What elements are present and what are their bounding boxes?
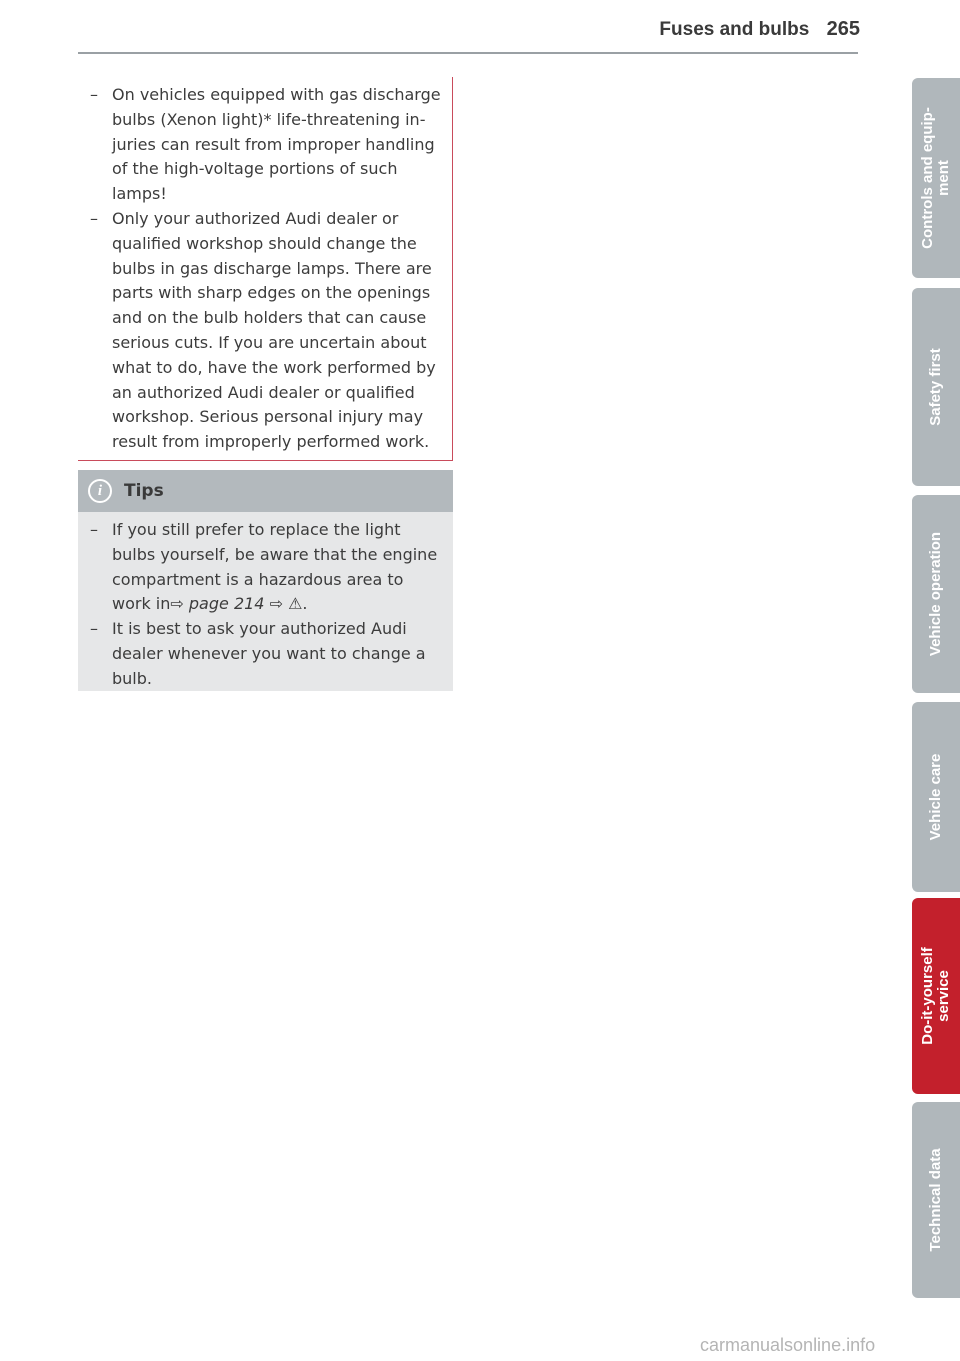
arrow-right-icon: ⇨ — [269, 594, 283, 614]
bullet-dash: – — [90, 619, 98, 639]
page-number: 265 — [826, 18, 860, 40]
bullet-dash: – — [90, 208, 98, 228]
section-title: Fuses and bulbs — [659, 19, 810, 40]
tips-title: Tips — [124, 481, 164, 501]
tips-list — [88, 518, 444, 692]
bullet-dash: – — [90, 85, 98, 104]
tips-item-text-end: . — [302, 594, 308, 614]
chapter-tabs — [912, 0, 960, 1361]
tips-item — [88, 617, 444, 691]
tab-label: Do-it-yourself service — [919, 947, 952, 1045]
tab-controls-and-equipment[interactable] — [912, 78, 960, 278]
warning-list — [88, 83, 444, 455]
tips-item-text: It is best to ask your authorized Audi dealer whenever you want to change a bulb. — [112, 619, 426, 688]
warning-item — [88, 83, 444, 207]
warning-triangle-icon[interactable]: ⚠ — [288, 594, 303, 614]
tab-technical-data[interactable] — [912, 1102, 960, 1298]
tips-item-text: If you still prefer to replace the light bulbs yourself, be aware that the engine compartment is a hazardous area to work in — [112, 520, 438, 614]
tab-label: Vehicle care — [927, 753, 944, 841]
tab-label: Safety first — [927, 348, 944, 426]
tab-safety-first[interactable] — [912, 288, 960, 486]
running-head — [659, 18, 860, 41]
tab-vehicle-operation[interactable] — [912, 495, 960, 693]
info-icon: i — [88, 479, 112, 503]
page-reference-link[interactable]: page 214 — [188, 594, 265, 614]
bullet-dash: – — [90, 520, 98, 539]
tab-label: Controls and equip- ment — [919, 107, 952, 249]
arrow-right-icon: ⇨ — [170, 594, 184, 614]
warning-item — [88, 207, 444, 455]
tips-box — [78, 470, 453, 691]
tab-do-it-yourself-service[interactable] — [912, 898, 960, 1094]
header-rule — [78, 52, 858, 54]
tips-header — [78, 470, 453, 512]
tips-item — [88, 518, 444, 617]
watermark: carmanualsonline.info — [700, 1335, 876, 1355]
tab-label: Vehicle operation — [927, 531, 944, 657]
tab-label: Technical data — [927, 1148, 944, 1252]
warning-item-text: On vehicles equipped with gas discharge bulbs (Xenon light)* life-threatening in-juries can result from improper handling of the high-voltage portions of such lamps! — [112, 85, 441, 204]
tab-vehicle-care[interactable] — [912, 702, 960, 892]
warning-item-text: Only your authorized Audi dealer or qualified workshop should change the bulbs in gas discharge lamps. There are parts with sharp edges on the openings and on the bulb holders that can cause serious cuts. If you are uncertain about what to do, have the work performed by an authorized Audi dealer or qualified workshop. Serious personal injury may result from improperly performed work. — [112, 208, 436, 452]
warning-box — [78, 77, 453, 461]
